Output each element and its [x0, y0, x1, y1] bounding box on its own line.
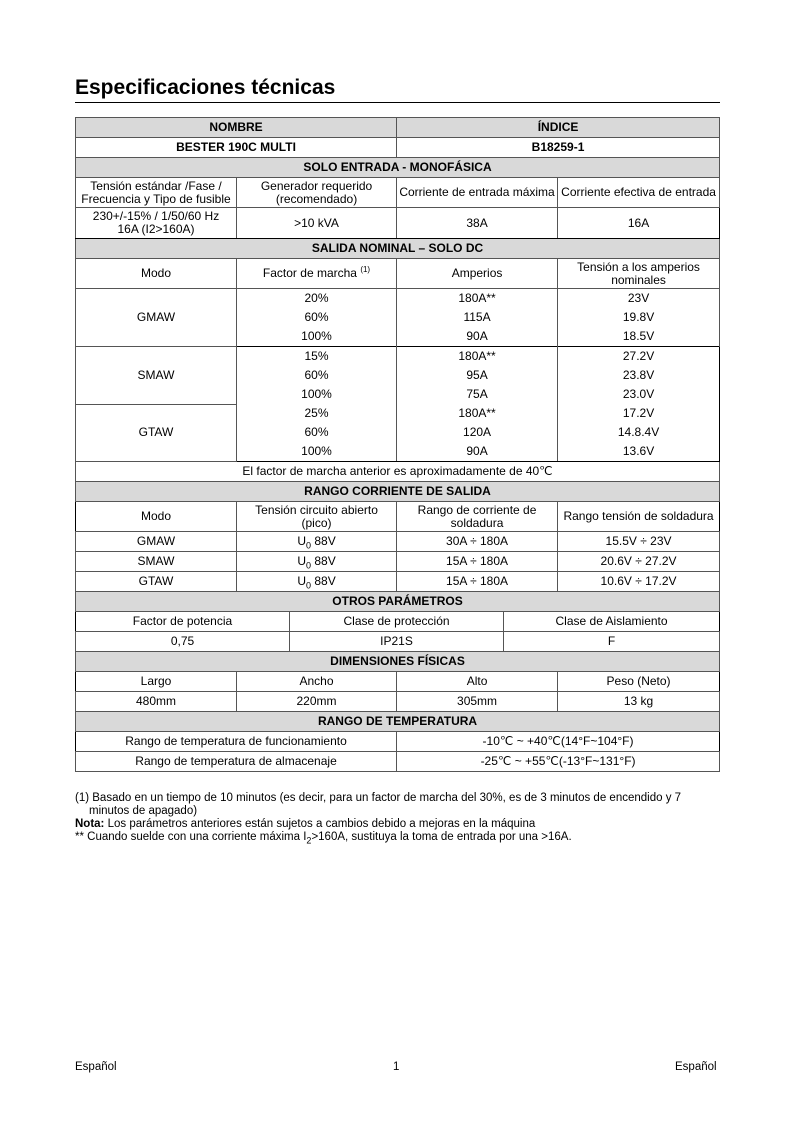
- output-amps: 115A: [397, 308, 558, 327]
- temp-operating-label: Rango de temperatura de funcionamiento: [76, 732, 397, 752]
- range-voltage: 20.6V ÷ 27.2V: [558, 552, 720, 572]
- range-col-ocv: Tensión circuito abierto (pico): [237, 502, 397, 532]
- output-duty: 25%: [237, 404, 397, 423]
- section-input: SOLO ENTRADA - MONOFÁSICA: [76, 158, 720, 178]
- input-col-voltage: Tensión estándar /Fase / Frecuencia y Tipo de fusible: [76, 178, 237, 208]
- ocv-symbol-sub: 0: [305, 560, 311, 571]
- ocv-symbol: U: [297, 574, 306, 588]
- dims-width: 220mm: [237, 692, 397, 712]
- range-row: [76, 532, 720, 552]
- output-duty: 100%: [237, 327, 397, 347]
- note-max-current: [75, 831, 720, 844]
- range-ocv: [237, 552, 397, 572]
- output-amps: 120A: [397, 423, 558, 442]
- footer-language-right: Español: [675, 1061, 717, 1073]
- other-value-row: [76, 632, 720, 652]
- input-generator-value: >10 kVA: [237, 208, 397, 239]
- temp-row: [76, 752, 720, 772]
- output-col-duty-label: Factor de marcha: [262, 266, 357, 280]
- range-ocv: [237, 572, 397, 592]
- temp-storage-value: -25℃ ~ +55℃(-13°F~131°F): [397, 752, 720, 772]
- output-row: [76, 289, 720, 309]
- output-voltage: 23.8V: [558, 366, 720, 385]
- other-power-factor: 0,75: [76, 632, 290, 652]
- range-col-voltage: Rango tensión de soldadura: [558, 502, 720, 532]
- footer-language-left: Español: [75, 1061, 117, 1073]
- section-other: OTROS PARÁMETROS: [76, 592, 720, 612]
- output-mode: GMAW: [76, 289, 237, 347]
- ocv-symbol-sub: 0: [305, 540, 311, 551]
- output-mode: GTAW: [76, 404, 237, 462]
- output-col-mode: Modo: [76, 259, 237, 289]
- output-amps: 180A**: [397, 404, 558, 423]
- dims-col-length: Largo: [76, 672, 237, 692]
- output-voltage: 17.2V: [558, 404, 720, 423]
- output-col-amps: Amperios: [397, 259, 558, 289]
- other-header-row: [76, 612, 720, 632]
- spec-table: [75, 117, 720, 772]
- footer-page-number: 1: [393, 1061, 400, 1073]
- section-output: SALIDA NOMINAL – SOLO DC: [76, 239, 720, 259]
- output-duty: 20%: [237, 289, 397, 309]
- range-current: 15A ÷ 180A: [397, 572, 558, 592]
- dims-value-row: [76, 692, 720, 712]
- output-col-duty-note: (1): [360, 265, 371, 274]
- output-amps: 180A**: [397, 289, 558, 309]
- output-duty: 60%: [237, 366, 397, 385]
- header-indice: ÍNDICE: [397, 118, 720, 138]
- output-amps: 90A: [397, 442, 558, 462]
- output-row: [76, 404, 720, 423]
- output-voltage: 19.8V: [558, 308, 720, 327]
- range-current: 30A ÷ 180A: [397, 532, 558, 552]
- input-col-max-current: Corriente de entrada máxima: [397, 178, 558, 208]
- ocv-symbol: U: [297, 554, 306, 568]
- other-col-power-factor: Factor de potencia: [76, 612, 290, 632]
- output-footnote: El factor de marcha anterior es aproximadamente de 40℃: [76, 462, 720, 482]
- temp-row: [76, 732, 720, 752]
- output-voltage: 18.5V: [558, 327, 720, 347]
- output-voltage: 23.0V: [558, 385, 720, 404]
- output-amps: 180A**: [397, 347, 558, 367]
- note-changes-text: Los parámetros anteriores están sujetos a cambios debido a mejoras en la máquina: [104, 818, 536, 830]
- model-name: BESTER 190C MULTI: [76, 138, 397, 158]
- output-voltage: 14.8.4V: [558, 423, 720, 442]
- range-row: [76, 552, 720, 572]
- range-voltage: 10.6V ÷ 17.2V: [558, 572, 720, 592]
- range-mode: SMAW: [76, 552, 237, 572]
- output-voltage: 27.2V: [558, 347, 720, 367]
- note-max-current-post: >160A, sustituya la toma de entrada por una >16A.: [311, 831, 572, 843]
- input-voltage-line1: 230+/-15% / 1/50/60 Hz: [92, 209, 220, 223]
- other-col-insulation: Clase de Aislamiento: [504, 612, 720, 632]
- range-row: [76, 572, 720, 592]
- output-amps: 75A: [397, 385, 558, 404]
- temp-storage-label: Rango de temperatura de almacenaje: [76, 752, 397, 772]
- ocv-value: 88V: [314, 534, 336, 548]
- output-voltage: 13.6V: [558, 442, 720, 462]
- header-row: [76, 118, 720, 138]
- range-mode: GTAW: [76, 572, 237, 592]
- range-ocv: [237, 532, 397, 552]
- input-voltage-line2: 16A (I2>160A): [117, 222, 195, 236]
- ocv-symbol: U: [297, 534, 306, 548]
- output-amps: 90A: [397, 327, 558, 347]
- other-insulation: F: [504, 632, 720, 652]
- input-eff-current-value: 16A: [558, 208, 720, 239]
- notes: [75, 792, 720, 844]
- note-max-current-sub: 2: [306, 835, 312, 846]
- input-voltage-value: [76, 208, 237, 239]
- output-amps: 95A: [397, 366, 558, 385]
- output-duty: 60%: [237, 308, 397, 327]
- dims-col-weight: Peso (Neto): [558, 672, 720, 692]
- output-duty: 100%: [237, 442, 397, 462]
- input-max-current-value: 38A: [397, 208, 558, 239]
- input-value-row: [76, 208, 720, 239]
- range-mode: GMAW: [76, 532, 237, 552]
- dims-weight: 13 kg: [558, 692, 720, 712]
- output-duty: 100%: [237, 385, 397, 404]
- range-col-current: Rango de corriente de soldadura: [397, 502, 558, 532]
- note-duty-cycle: (1) Basado en un tiempo de 10 minutos (es decir, para un factor de marcha del 30%, es de 3 minutos de encendido y 7 minutos de apagado): [75, 792, 682, 817]
- range-col-mode: Modo: [76, 502, 237, 532]
- other-protection: IP21S: [290, 632, 504, 652]
- note-changes: [75, 818, 720, 831]
- range-voltage: 15.5V ÷ 23V: [558, 532, 720, 552]
- range-current: 15A ÷ 180A: [397, 552, 558, 572]
- page-title: Especificaciones técnicas: [75, 76, 720, 103]
- output-row: [76, 347, 720, 367]
- dims-col-height: Alto: [397, 672, 558, 692]
- range-header-row: [76, 502, 720, 532]
- output-col-voltage: Tensión a los amperios nominales: [558, 259, 720, 289]
- input-col-generator: Generador requerido (recomendado): [237, 178, 397, 208]
- input-header-row: [76, 178, 720, 208]
- input-col-eff-current: Corriente efectiva de entrada: [558, 178, 720, 208]
- output-col-duty: [237, 259, 397, 289]
- output-header-row: [76, 259, 720, 289]
- output-duty: 15%: [237, 347, 397, 367]
- dims-col-width: Ancho: [237, 672, 397, 692]
- section-range: RANGO CORRIENTE DE SALIDA: [76, 482, 720, 502]
- dims-height: 305mm: [397, 692, 558, 712]
- model-code: B18259-1: [397, 138, 720, 158]
- temp-operating-value: -10℃ ~ +40℃(14°F~104°F): [397, 732, 720, 752]
- model-row: [76, 138, 720, 158]
- header-nombre: NOMBRE: [76, 118, 397, 138]
- section-temp: RANGO DE TEMPERATURA: [76, 712, 720, 732]
- dims-length: 480mm: [76, 692, 237, 712]
- ocv-symbol-sub: 0: [305, 580, 311, 591]
- note-max-current-pre: ** Cuando suelde con una corriente máxima I: [75, 831, 307, 843]
- ocv-value: 88V: [314, 554, 336, 568]
- output-voltage: 23V: [558, 289, 720, 309]
- note-changes-label: Nota:: [75, 818, 105, 830]
- output-mode: SMAW: [76, 347, 237, 405]
- dims-header-row: [76, 672, 720, 692]
- output-duty: 60%: [237, 423, 397, 442]
- other-col-protection: Clase de protección: [290, 612, 504, 632]
- section-dims: DIMENSIONES FÍSICAS: [76, 652, 720, 672]
- ocv-value: 88V: [314, 574, 336, 588]
